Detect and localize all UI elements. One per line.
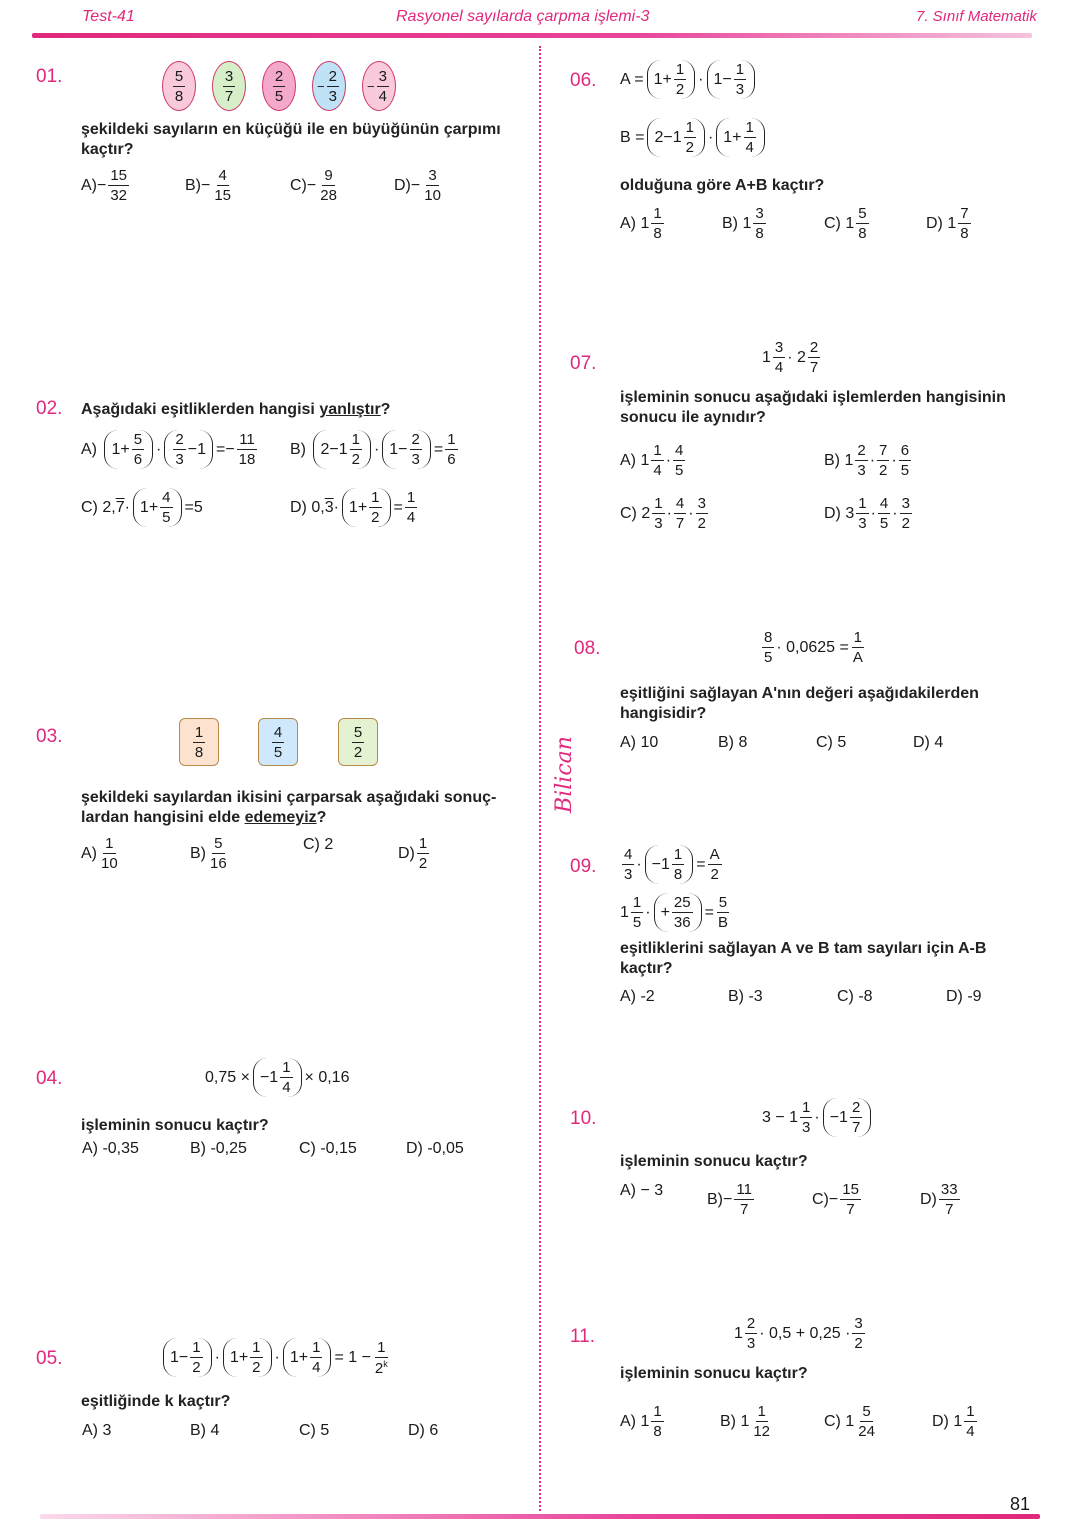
page-title: Rasyonel sayılarda çarpma işlemi-3	[396, 8, 650, 25]
fraction: $\frac{2}{3}$	[328, 67, 337, 105]
option-sign: −	[723, 1190, 733, 1208]
option-label: D)	[290, 498, 307, 516]
question-number: 11.	[570, 1326, 596, 1347]
fraction: $\frac{5}{8}$	[174, 67, 184, 105]
option-a[interactable]: A) 10	[620, 734, 659, 751]
q7-expression: 1 $\frac{3}{4}$ · 2 $\frac{2}{7}$	[762, 339, 819, 376]
number-oval	[162, 61, 196, 111]
option-label: C) 1	[824, 214, 855, 232]
option-label: C)	[812, 1190, 829, 1208]
option-b[interactable]: B) 4	[190, 1422, 220, 1439]
option-a[interactable]	[81, 836, 122, 871]
q2-text-emph: yanlıştır	[319, 401, 381, 418]
number-oval: − $\frac{2}{3}$	[312, 61, 346, 111]
question-text	[81, 788, 511, 828]
option-label: C) 1	[824, 1412, 855, 1430]
q6-expression-a: A = 1+ $\frac{1}{2}$ · 1− $\frac{1}{3}$	[620, 60, 758, 99]
question-text: eşitliğini sağlayan A'nın değeri aşağıdakilerden hangisidir?	[620, 685, 979, 722]
puzzle-piece	[179, 718, 219, 766]
option-a[interactable]	[620, 1182, 663, 1200]
puzzle-piece	[258, 718, 298, 766]
option-label: A)	[81, 176, 97, 194]
fraction: $\frac{15}{7}$	[842, 1181, 859, 1218]
option-a[interactable]: A) 1 $\frac{1}{4}$ · $\frac{4}{5}$	[620, 442, 684, 479]
option-label: A)	[81, 844, 97, 862]
fraction: $\frac{1}{4}$	[966, 1403, 975, 1440]
option-a[interactable]: A) 1+ $\frac{5}{6}$ · $\frac{2}{3}$ −1 =− $\frac{11}{18}$	[81, 431, 256, 468]
option-label: A) 1	[620, 451, 650, 469]
number-oval	[212, 61, 246, 111]
option-label: A) 1	[620, 1412, 650, 1430]
option-label: C)	[81, 498, 98, 516]
option-c[interactable]: C) 2 $\frac{1}{3}$ · $\frac{4}{7}$ · $\frac{3}{2}$	[620, 495, 706, 532]
option-label: D)	[398, 844, 415, 862]
footer-rule	[40, 1514, 1040, 1519]
question-text: şekildeki sayıların en küçüğü ile en büyüğünün çarpımı kaçtır?	[81, 121, 501, 158]
option-d[interactable]	[398, 836, 431, 871]
option-a[interactable]: A) -2	[620, 988, 655, 1005]
fraction: $\frac{9}{28}$	[320, 167, 337, 204]
q4-expression: 0,75 × −1 $\frac{1}{4}$ × 0,16	[205, 1059, 350, 1096]
option-label: C) 2	[620, 504, 651, 522]
question-text: eşitliğinde k kaçtır?	[81, 1393, 231, 1410]
option-sign: −	[201, 176, 211, 194]
option-a[interactable]: A) 3	[82, 1422, 112, 1439]
option-label: D) 1	[932, 1412, 963, 1430]
option-c[interactable]: C) 2, 7 · 1+ $\frac{4}{5}$ =5	[81, 489, 203, 526]
option-d[interactable]	[926, 206, 973, 241]
question-text: işleminin sonucu kaçtır?	[620, 1153, 808, 1170]
q3-text-a: şekildeki sayılardan ikisini çarparsak aşağıdaki sonuç-lardan hangisini elde	[81, 789, 497, 826]
question-number: 10.	[570, 1108, 597, 1129]
page-number: 81	[1010, 1494, 1031, 1514]
puzzle-piece	[338, 718, 378, 766]
fraction: $\frac{11}{7}$	[736, 1181, 752, 1218]
option-label: B)	[185, 176, 201, 194]
question-text	[81, 400, 390, 420]
q9-expression-2: 1 $\frac{1}{5}$ · + $\frac{25}{36}$ = $\frac{5}{B}$	[620, 894, 728, 931]
option-label: A) − 3	[620, 1182, 664, 1199]
option-b[interactable]	[185, 168, 235, 203]
option-c[interactable]: C) 5	[816, 734, 847, 751]
test-label: Test-41	[82, 8, 135, 25]
fraction: $\frac{5}{2}$	[353, 723, 363, 761]
question-text: işleminin sonucu aşağıdaki işlemlerden hangisinin sonucu ile aynıdır?	[620, 389, 1006, 426]
number-oval	[262, 61, 296, 111]
option-d[interactable]: D) 0, 3 · 1+ $\frac{1}{2}$ = $\frac{1}{4}$	[290, 489, 416, 526]
q3-text-b: ?	[316, 809, 327, 826]
subject-label: 7. Sınıf Matematik	[916, 8, 1037, 25]
option-d[interactable]	[932, 1404, 979, 1439]
option-label: B)	[707, 1190, 723, 1208]
option-label: D)	[394, 176, 411, 194]
fraction: $\frac{5}{8}$	[858, 205, 867, 242]
option-b[interactable]: B) 1 $\frac{2}{3}$ · $\frac{7}{2}$ · $\frac{6}{5}$	[824, 442, 910, 479]
option-b[interactable]: B) 2−1 $\frac{1}{2}$ · 1− $\frac{2}{3}$ = $\frac{1}{6}$	[290, 431, 456, 468]
option-d[interactable]: D) 6	[408, 1422, 439, 1439]
option-sign: −	[97, 176, 107, 194]
option-label: B)	[190, 844, 206, 862]
option-label: A) 1	[620, 214, 650, 232]
option-b[interactable]: B) 8	[718, 734, 748, 751]
option-c[interactable]: C) 5	[299, 1422, 330, 1439]
question-number: 04.	[36, 1068, 63, 1089]
fraction: $\frac{3}{10}$	[424, 167, 441, 204]
fraction: $\frac{1}{8}$	[653, 1403, 662, 1440]
fraction: $\frac{3}{7}$	[224, 67, 234, 105]
option-label: D)	[920, 1190, 937, 1208]
fraction: $\frac{3}{8}$	[755, 205, 764, 242]
option-d[interactable]: D) 4	[913, 734, 944, 751]
question-text: işleminin sonucu kaçtır?	[620, 1365, 808, 1382]
q11-expression: 1 $\frac{2}{3}$ · 0,5 + 0,25 · $\frac{3}{2}$	[734, 1315, 863, 1352]
option-b[interactable]: B) -0,25	[190, 1140, 247, 1157]
option-d[interactable]	[394, 168, 445, 203]
option-b[interactable]	[190, 836, 231, 871]
question-text: işleminin sonucu kaçtır?	[81, 1117, 269, 1134]
question-text: eşitliklerini sağlayan A ve B tam sayıları için A-B kaçtır?	[620, 940, 987, 977]
option-b[interactable]	[722, 206, 768, 241]
fraction: $\frac{3}{4}$	[378, 67, 387, 105]
option-b[interactable]: B) -3	[728, 988, 763, 1005]
fraction: $\frac{1}{8}$	[653, 205, 662, 242]
q2-text-a: Aşağıdaki eşitliklerden hangisi	[81, 401, 320, 418]
question-number: 07.	[570, 353, 597, 374]
question-number: 03.	[36, 726, 63, 747]
fraction: $\frac{4}{15}$	[214, 167, 232, 204]
option-c[interactable]: C) -0,15	[299, 1140, 357, 1157]
fraction: $\frac{5}{16}$	[210, 835, 227, 872]
q6-expression-b: B = 2−1 $\frac{1}{2}$ · 1+ $\frac{1}{4}$	[620, 118, 768, 157]
q2-text-b: ?	[380, 401, 391, 418]
option-label: D) 1	[926, 214, 957, 232]
option-d[interactable]: D) -9	[946, 988, 982, 1005]
option-b[interactable]	[720, 1404, 774, 1439]
option-d[interactable]: D) -0,05	[406, 1140, 464, 1157]
option-a[interactable]	[620, 1404, 666, 1439]
fraction: $\frac{1}{8}$	[194, 723, 204, 761]
header-rule	[32, 33, 1032, 38]
option-sign: −	[828, 1190, 839, 1208]
column-divider	[539, 46, 541, 1511]
option-label: A)	[81, 440, 97, 458]
option-label: D) 3	[824, 504, 855, 522]
option-sign: −	[306, 176, 317, 194]
fraction: $\frac{1}{10}$	[101, 835, 118, 872]
q9-expression-1: $\frac{4}{3}$ · −1 $\frac{1}{8}$ = $\frac{A}{2}$	[624, 846, 720, 883]
option-a[interactable]	[620, 206, 666, 241]
q3-text-emph: edemeyiz	[244, 809, 317, 826]
option-d[interactable]	[920, 1182, 962, 1217]
fraction: $\frac{33}{7}$	[940, 1181, 958, 1218]
fraction: $\frac{4}{5}$	[273, 723, 283, 761]
q10-expression: 3 − 1 $\frac{1}{3}$ · −1 $\frac{2}{7}$	[762, 1098, 874, 1137]
fraction: $\frac{1}{12}$	[753, 1403, 771, 1440]
question-number: 01.	[36, 66, 63, 87]
fraction: $\frac{15}{32}$	[110, 167, 128, 204]
question-number: 06.	[570, 70, 597, 91]
fraction: $\frac{2}{5}$	[274, 67, 284, 105]
brand-watermark: Bilican	[552, 730, 577, 819]
option-label: B) 1	[720, 1412, 750, 1430]
option-c[interactable]	[290, 168, 341, 203]
q5-expression: 1− $\frac{1}{2}$ · 1+ $\frac{1}{2}$ · 1+ $\frac{1}{4}$ = 1 − $\frac{1}{2^k}$	[160, 1338, 392, 1377]
fraction: $\frac{1}{2}$	[418, 835, 428, 872]
question-text: olduğuna göre A+B kaçtır?	[620, 177, 825, 194]
fraction: $\frac{5}{24}$	[858, 1403, 875, 1440]
option-label: B) 1	[722, 214, 752, 232]
question-number: 05.	[36, 1348, 63, 1369]
option-c[interactable]	[812, 1182, 863, 1217]
option-label: C)	[290, 176, 307, 194]
option-sign: −	[410, 176, 421, 194]
option-c[interactable]: C) -8	[837, 988, 873, 1005]
option-label: B)	[290, 440, 306, 458]
question-number: 02.	[36, 398, 63, 419]
option-a[interactable]: A) -0,35	[82, 1140, 139, 1157]
option-label: C) 2	[303, 836, 334, 853]
question-number: 08.	[574, 638, 601, 659]
option-c[interactable]	[824, 206, 871, 241]
option-label: B) 1	[824, 451, 854, 469]
number-oval: − $\frac{3}{4}$	[362, 61, 396, 111]
fraction: $\frac{7}{8}$	[960, 205, 969, 242]
option-a[interactable]	[81, 168, 131, 203]
option-c[interactable]	[303, 836, 333, 854]
option-c[interactable]	[824, 1404, 879, 1439]
option-d[interactable]: D) 3 $\frac{1}{3}$ · $\frac{4}{5}$ · $\frac{3}{2}$	[824, 495, 910, 532]
q8-expression: $\frac{8}{5}$ · 0,0625 = $\frac{1}{A}$	[764, 629, 863, 666]
option-b[interactable]	[707, 1182, 756, 1217]
question-number: 09.	[570, 856, 597, 877]
